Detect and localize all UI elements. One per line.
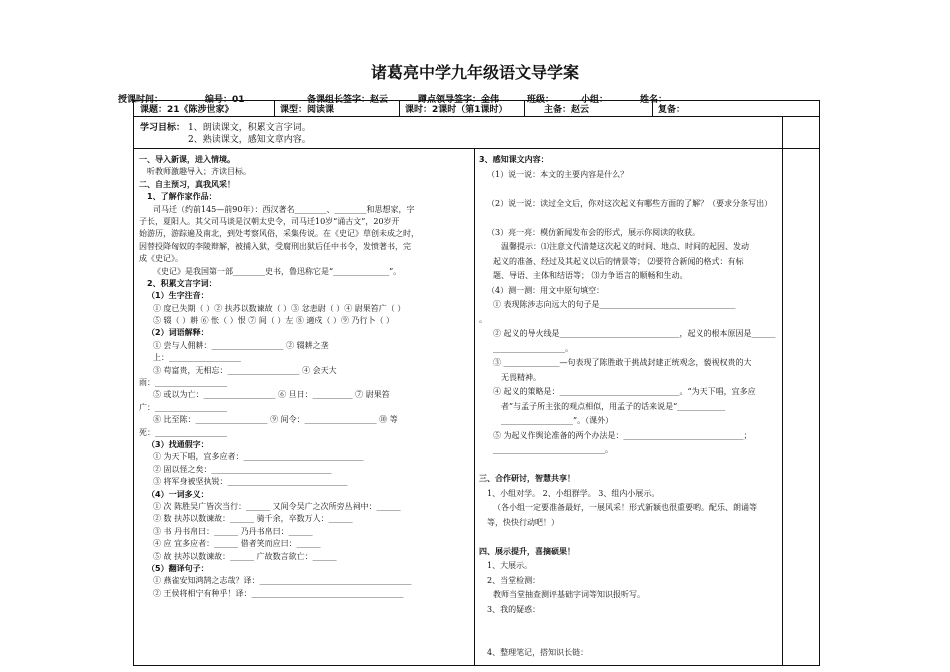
right-line: __________________”。（课外） bbox=[501, 416, 614, 425]
left-line: 听教师激趣导入；齐读目标。 bbox=[147, 167, 251, 177]
right-line: 无畏精神。 bbox=[501, 372, 541, 382]
right-margin-divider bbox=[782, 116, 783, 665]
right-line: ② 起义的导火线是______________________________，起义的根本原因是______ bbox=[493, 329, 776, 338]
number-label: 编号：01 bbox=[205, 95, 245, 105]
col-divider bbox=[274, 101, 275, 116]
left-heading: 1、了解作家作品： bbox=[147, 192, 217, 202]
main-prep-cell: 主备：赵云 bbox=[544, 105, 590, 115]
left-line: 《史记》是我国第一部________史书，鲁迅称它是“______________”。 bbox=[153, 266, 402, 276]
row-divider bbox=[134, 148, 819, 149]
class-label: 班级： bbox=[527, 95, 555, 105]
topic-cell: 课题：21《陈涉世家》 bbox=[140, 105, 234, 115]
right-line: （1）说一说：本文的主要内容是什么？ bbox=[487, 169, 629, 179]
right-heading: 四、展示提升，喜摘硕果！ bbox=[479, 546, 575, 556]
right-line: 起义的准备、经过及其起义以后的情景等； ⑵要符合新闻的格式：有标 bbox=[493, 256, 744, 266]
right-line: ⑤ 为起义作舆论准备的两个办法是：______________________________； bbox=[493, 430, 752, 440]
right-line: （各小组一定要准备最好，一展风采！形式新颖也很重要哟。配乐、朗诵等 bbox=[493, 503, 757, 512]
supervisor-signature: 蹲点领导签字：金伟 bbox=[418, 95, 500, 105]
right-line bbox=[479, 633, 779, 648]
right-line: 。 bbox=[479, 314, 487, 324]
left-line: 子长，夏阳人。其父司马谈是汉朝太史令，司马迁10岁“诵古文”，20岁开 bbox=[139, 216, 400, 226]
left-line: ② 王侯将相宁有种乎！译：______________________________________ bbox=[153, 588, 404, 598]
col-divider bbox=[652, 101, 653, 116]
left-line: ③ 苟富贵，无相忘：__________________ ④ 会天大 bbox=[153, 365, 337, 375]
right-line: ④ 起义的策略是：______________________________。“为天下唱，宜多应 bbox=[493, 387, 756, 396]
page-title: 诸葛亮中学九年级语文导学案 bbox=[370, 63, 579, 82]
goals-label: 学习目标： bbox=[140, 123, 186, 133]
row-divider bbox=[134, 116, 819, 117]
left-heading: （2）词语解释： bbox=[147, 328, 209, 338]
right-line: 4、整理笔记，搭知识长链： bbox=[487, 648, 589, 657]
right-line: 1、小组对学。 2、小组群学。 3、组内小展示。 bbox=[487, 488, 660, 498]
left-heading: 一、导入新课，进入情境。 bbox=[139, 155, 235, 164]
name-label: 姓名： bbox=[640, 95, 668, 105]
left-line: ⑤ 故 扶苏以数谏故：______ 广故数言欲亡：______ bbox=[153, 551, 337, 561]
right-heading: 3、感知课文内容： bbox=[479, 155, 549, 164]
left-heading: （5）翻译句子： bbox=[147, 563, 209, 573]
left-line: ⑤ 辍（ ）耕 ⑥ 怅（ ）恨 ⑦ 间（ ）左 ⑧ 適戍（ ）⑨ 乃行卜（ ） bbox=[153, 316, 395, 326]
right-line: （4）测一测：用文中原句填空： bbox=[487, 285, 605, 295]
right-line: （2）说一说：读过全文后，你对这次起义有哪些方面的了解？（要求分条写出） bbox=[487, 198, 773, 208]
left-line: 成《史记》。 bbox=[139, 254, 183, 264]
group-leader-signature: 备课组长签字：赵云 bbox=[307, 95, 389, 105]
right-heading: 三、合作研讨，智慧共享！ bbox=[479, 474, 575, 483]
right-line: __________________。 bbox=[493, 343, 573, 353]
right-line bbox=[479, 212, 779, 227]
right-line bbox=[479, 531, 779, 546]
group-label: 小组： bbox=[581, 95, 609, 105]
right-line: ① 表现陈涉志向远大的句子是__________________________________ bbox=[493, 300, 736, 309]
left-line: ① 尝与人佣耕：__________________ ② 辍耕之垄 bbox=[153, 340, 329, 350]
left-line: ① 燕雀安知鸿鹄之志哉？译：______________________________________ bbox=[153, 576, 412, 586]
left-heading: （3）找通假字： bbox=[147, 439, 209, 449]
left-line: 始游历，游踪遍及南北，到处考察风俗，采集传说。在《史记》草创未成之时， bbox=[139, 229, 419, 239]
left-line: ① 为天下唱，宜多应者：______________________________ bbox=[153, 452, 364, 462]
right-line: 3、我的疑惑： bbox=[487, 604, 541, 614]
col-divider bbox=[524, 101, 525, 116]
class-time-label: 授课时间： bbox=[118, 95, 164, 105]
left-column bbox=[139, 154, 469, 600]
right-line: ③ ______________—句表现了陈胜敢于挑战封建正统观念，藐视权贵的大 bbox=[493, 358, 752, 367]
right-line: 1、大展示。 bbox=[487, 561, 533, 570]
left-line: 死：__________________ bbox=[139, 427, 227, 437]
goal-line-1: 1、朗读课文，积累文言字词。 bbox=[188, 123, 311, 133]
right-line: 等，快快行动吧！） bbox=[487, 517, 559, 527]
left-line: ⑤ 或以为亡：__________________ ⑥ 旦日：__________ ⑦ 尉果笞 bbox=[153, 390, 390, 400]
left-line: ① 次 陈胜吴广皆次当行：______ 又间令吴广之次所旁丛祠中：______ bbox=[153, 501, 401, 511]
goal-line-2: 2、熟读课文，感知文章内容。 bbox=[188, 135, 311, 145]
left-heading: 二、自主预习，真我风采！ bbox=[139, 179, 235, 189]
left-heading: 2、积累文言字词： bbox=[147, 278, 217, 288]
right-line bbox=[479, 618, 779, 633]
right-line bbox=[479, 459, 779, 474]
column-divider bbox=[474, 148, 475, 665]
left-line: ③ 书 丹书帛曰：______ 乃丹书帛曰：______ bbox=[153, 526, 313, 536]
review-cell: 复备： bbox=[658, 105, 686, 115]
left-line: ② 固以怪之矣：______________________________ bbox=[153, 464, 332, 474]
right-line: 2、当堂检测： bbox=[487, 575, 541, 585]
left-line: ⑧ 比至陈：__________________ ⑨ 间令：__________________ ⑩ 等 bbox=[153, 415, 398, 425]
right-line: ____________________________。 bbox=[493, 445, 613, 454]
right-column bbox=[479, 154, 779, 662]
left-line: 广：__________________ bbox=[139, 402, 227, 412]
left-line: ① 度已失期（ ）② 扶苏以数谏故（ ）③ 忿恚尉（ ）④ 尉果笞广（ ） bbox=[153, 303, 406, 313]
left-line: 雨：__________________ bbox=[139, 378, 227, 388]
left-line: 司马迁（约前145—前90年）：西汉著名________、________和思想家，字 bbox=[153, 204, 415, 214]
left-line: 因替投降匈奴的李陵辩解，被捕入狱，受腐刑出狱后任中书令，发愤著书，完 bbox=[139, 241, 411, 251]
left-heading: （4）一词多义： bbox=[147, 489, 209, 499]
right-line: 者”与孟子所主张的观点相似，用孟子的话来说是“____________ bbox=[501, 401, 726, 411]
left-line: ④ 应 宜多应者：______ 借者笑而应曰：______ bbox=[153, 539, 321, 549]
right-line: 题、导语、主体和结语等； ⑶力争语言的顺畅和生动。 bbox=[493, 271, 688, 280]
right-line bbox=[479, 183, 779, 198]
right-line: 温馨提示：⑴注意文代清楚这次起义的时间、地点、时间的起因、发动 bbox=[501, 242, 749, 251]
left-line: ③ 将军身被坚执锐：______________________________ bbox=[153, 477, 348, 487]
right-line: （3）亮一亮：模仿新闻发布会的形式，展示你阅读的收获。 bbox=[487, 227, 701, 237]
right-line: 教师当堂抽查测评基础字词等知识报听写。 bbox=[493, 590, 645, 599]
left-heading: （1）生字注音： bbox=[147, 291, 209, 301]
left-line: ② 数 扶苏以数谏故：______ 骑千余，卒数万人：______ bbox=[153, 514, 353, 524]
col-divider bbox=[399, 101, 400, 116]
left-line: 上：__________________ bbox=[153, 353, 241, 363]
lesson-type-cell: 课型：阅读课 bbox=[280, 105, 335, 115]
hours-cell: 课时：2课时（第1课时） bbox=[405, 105, 508, 115]
